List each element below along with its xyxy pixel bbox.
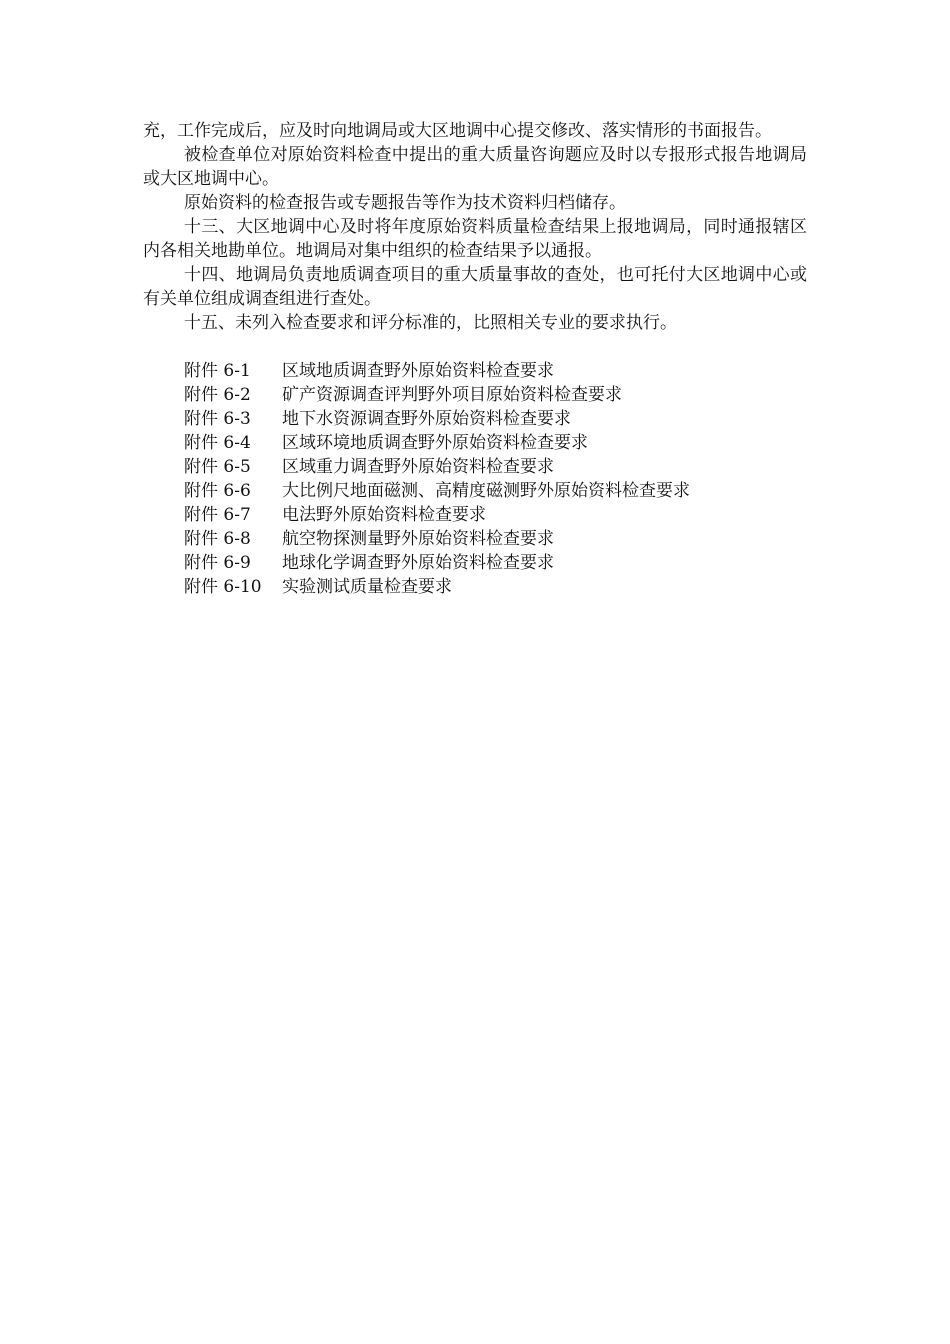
attachment-number: 附件 6-4	[184, 433, 251, 453]
attachment-item	[184, 431, 807, 455]
attachment-item	[184, 407, 807, 431]
attachment-item	[184, 383, 807, 407]
paragraph-archive: 原始资料的检查报告或专题报告等作为技术资料归档储存。	[184, 193, 626, 213]
paragraph-item-13: 十三、大区地调中心及时将年度原始资料质量检查结果上报地调局，同时通报辖区内各相关地勘单位。地调局对集中组织的检查结果予以通报。	[143, 217, 807, 261]
attachment-number: 附件 6-10	[184, 577, 262, 597]
attachment-title: 矿产资源调查评判野外项目原始资料检查要求	[282, 385, 622, 405]
attachment-number: 附件 6-8	[184, 529, 251, 549]
attachment-title: 地球化学调查野外原始资料检查要求	[282, 553, 554, 573]
attachment-number: 附件 6-7	[184, 505, 251, 525]
paragraph-item-15: 十五、未列入检查要求和评分标准的，比照相关专业的要求执行。	[184, 313, 677, 333]
attachment-number: 附件 6-1	[184, 361, 251, 381]
attachment-item	[184, 551, 807, 575]
attachment-item	[184, 479, 807, 503]
attachment-number: 附件 6-3	[184, 409, 251, 429]
attachment-title: 电法野外原始资料检查要求	[282, 505, 486, 525]
attachment-number: 附件 6-5	[184, 457, 251, 477]
paragraph-item-14: 十四、地调局负责地质调查项目的重大质量事故的查处，也可托付大区地调中心或有关单位组成调查组进行查处。	[143, 265, 807, 309]
attachment-item	[184, 359, 807, 383]
attachment-item	[184, 575, 807, 599]
attachment-title: 航空物探测量野外原始资料检查要求	[282, 529, 554, 549]
attachment-title: 地下水资源调查野外原始资料检查要求	[282, 409, 571, 429]
paragraph-major-issue-report: 被检查单位对原始资料检查中提出的重大质量咨询题应及时以专报形式报告地调局或大区地调中心。	[143, 145, 807, 189]
attachment-title: 实验测试质量检查要求	[282, 577, 452, 597]
attachment-title: 大比例尺地面磁测、高精度磁测野外原始资料检查要求	[282, 481, 690, 501]
attachment-title: 区域重力调查野外原始资料检查要求	[282, 457, 554, 477]
attachment-list	[143, 359, 807, 599]
attachment-item	[184, 503, 807, 527]
attachment-number: 附件 6-2	[184, 385, 251, 405]
attachment-item	[184, 527, 807, 551]
attachment-item	[184, 455, 807, 479]
attachment-number: 附件 6-6	[184, 481, 251, 501]
paragraph-continuation: 充，工作完成后，应及时向地调局或大区地调中心提交修改、落实情形的书面报告。	[143, 121, 772, 141]
attachment-title: 区域地质调查野外原始资料检查要求	[282, 361, 554, 381]
document-body	[143, 119, 807, 599]
attachment-number: 附件 6-9	[184, 553, 251, 573]
attachment-title: 区域环境地质调查野外原始资料检查要求	[282, 433, 588, 453]
